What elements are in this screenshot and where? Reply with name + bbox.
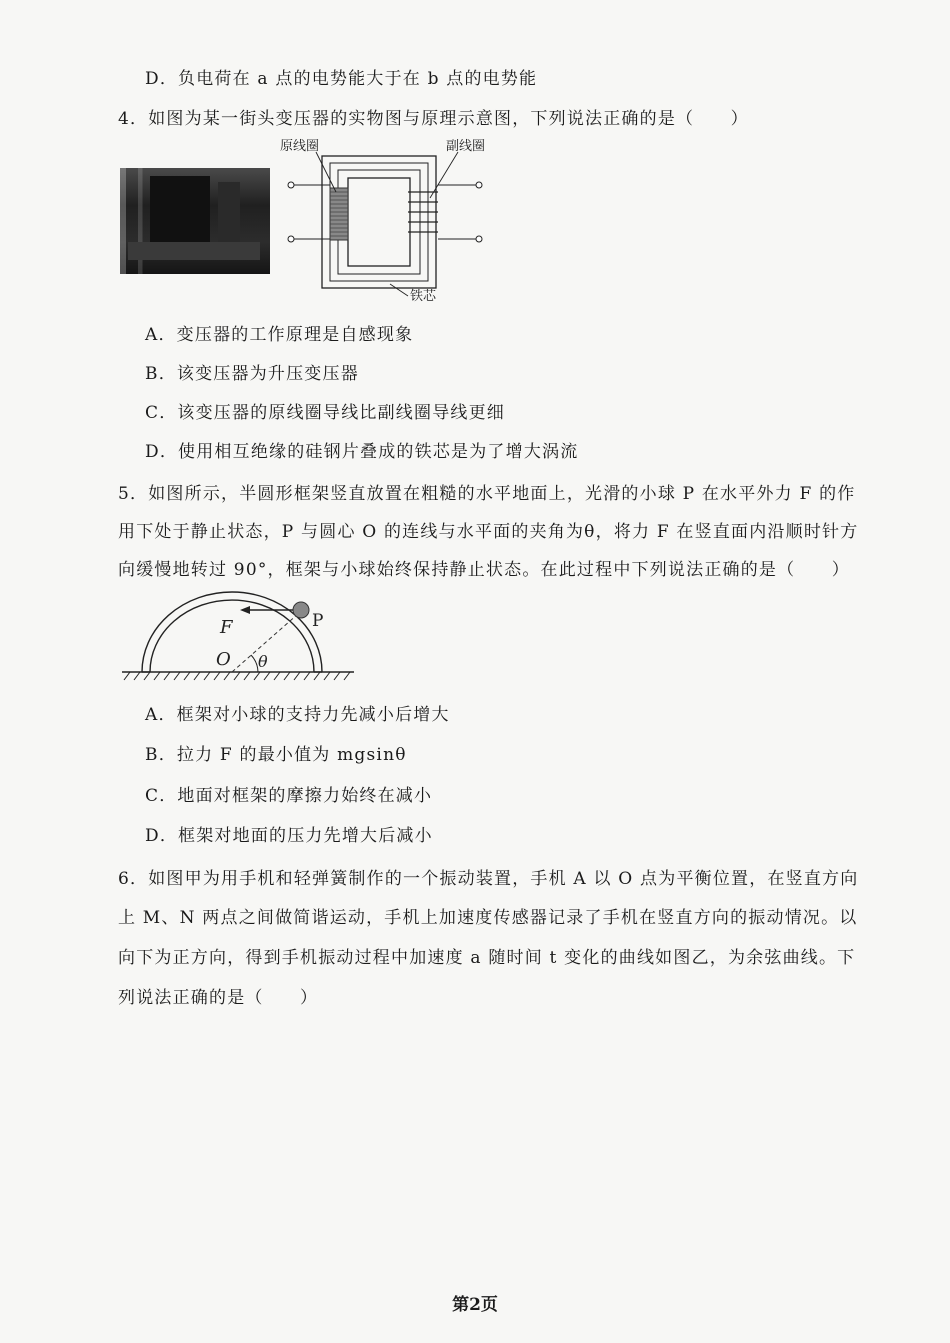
q6-stem-line-4: 列说法正确的是（ ） — [118, 988, 319, 1008]
q4-option-d: D．使用相互绝缘的硅钢片叠成的铁芯是为了增大涡流 — [145, 442, 579, 462]
q5-option-c: C．地面对框架的摩擦力始终在减小 — [145, 786, 433, 806]
ball-label: P — [312, 611, 324, 631]
q4-option-c: C．该变压器的原线圈导线比副线圈导线更细 — [145, 403, 506, 423]
q6-stem-line-3: 向下为正方向，得到手机振动过程中加速度 a 随时间 t 变化的曲线如图乙，为余弦曲线。下 — [118, 948, 856, 968]
q5-stem-line-2: 用下处于静止状态，P 与圆心 O 的连线与水平面的夹角为θ，将力 F 在竖直面内沿顺时针方 — [118, 522, 859, 542]
semicircle-frame-diagram — [118, 588, 358, 688]
transformer-photo — [120, 168, 270, 274]
angle-label: θ — [258, 652, 268, 671]
iron-core-label: 铁芯 — [410, 289, 437, 304]
q6-stem-line-1: 6．如图甲为用手机和轻弹簧制作的一个振动装置，手机 A 以 O 点为平衡位置，在竖直方向 — [118, 869, 859, 889]
transformer-schematic — [280, 136, 510, 306]
center-label: O — [216, 649, 231, 670]
q5-option-b: B．拉力 F 的最小值为 mgsinθ — [145, 745, 407, 765]
q5-stem-line-3: 向缓慢地转过 90°，框架与小球始终保持静止状态。在此过程中下列说法正确的是（ ） — [118, 560, 850, 580]
q3-option-d: D．负电荷在 a 点的电势能大于在 b 点的电势能 — [145, 69, 538, 89]
q5-option-a: A．框架对小球的支持力先减小后增大 — [145, 705, 450, 725]
q5-stem-line-1: 5．如图所示，半圆形框架竖直放置在粗糙的水平地面上，光滑的小球 P 在水平外力 F 的作 — [118, 484, 856, 504]
secondary-coil-label: 副线圈 — [446, 139, 486, 154]
force-label: F — [220, 617, 233, 638]
q4-option-a: A．变压器的工作原理是自感现象 — [145, 325, 414, 345]
q4-option-b: B．该变压器为升压变压器 — [145, 364, 359, 384]
q5-option-d: D．框架对地面的压力先增大后减小 — [145, 826, 433, 846]
q6-stem-line-2: 上 M、N 两点之间做简谐运动，手机上加速度传感器记录了手机在竖直方向的振动情况。以 — [118, 908, 858, 928]
q4-stem: 4．如图为某一街头变压器的实物图与原理示意图，下列说法正确的是（ ） — [118, 109, 749, 129]
page-number: 第2页 — [452, 1295, 498, 1315]
primary-coil-label: 原线圈 — [280, 139, 320, 154]
